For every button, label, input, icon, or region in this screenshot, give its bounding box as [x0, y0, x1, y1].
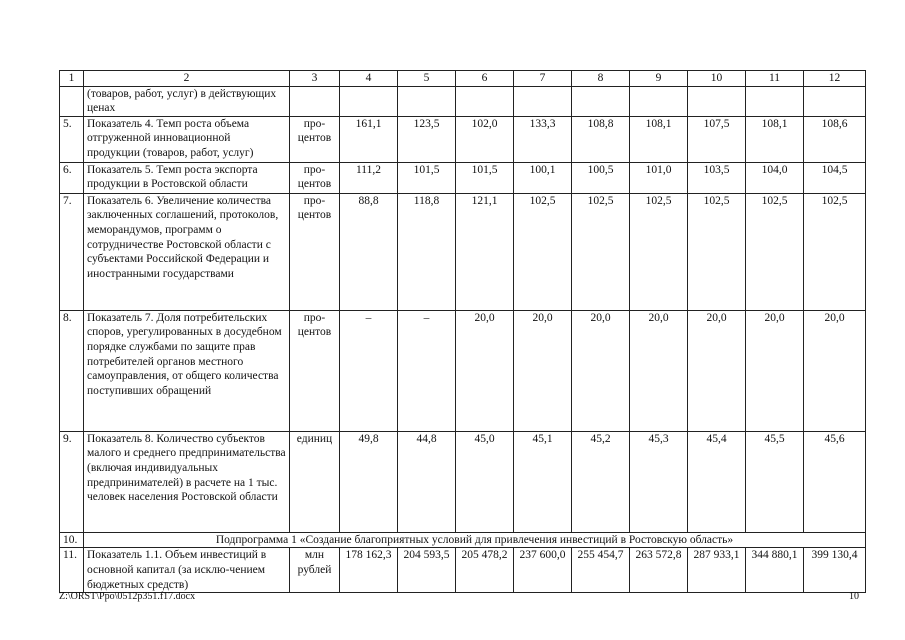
- value-cell: 102,5: [572, 193, 630, 310]
- unit: про-центов: [290, 193, 340, 310]
- value-cell: [514, 86, 572, 116]
- indicator-name: Показатель 5. Темп роста экспорта продукции в Ростовской области: [84, 162, 290, 193]
- table-row: [60, 162, 866, 193]
- value-cell: 20,0: [746, 310, 804, 431]
- value-cell: 101,0: [630, 162, 688, 193]
- value-cell: 118,8: [398, 193, 456, 310]
- value-cell: 45,1: [514, 431, 572, 532]
- value-cell: 255 454,7: [572, 548, 630, 593]
- col-num: 12: [804, 71, 866, 87]
- unit: про-центов: [290, 162, 340, 193]
- page-number: 10: [849, 591, 859, 602]
- value-cell: [746, 86, 804, 116]
- value-cell: 45,6: [804, 431, 866, 532]
- value-cell: 49,8: [340, 431, 398, 532]
- value-cell: 45,0: [456, 431, 514, 532]
- unit: про-центов: [290, 116, 340, 162]
- value-cell: 20,0: [572, 310, 630, 431]
- value-cell: 123,5: [398, 116, 456, 162]
- value-cell: 102,5: [804, 193, 866, 310]
- unit: про-центов: [290, 310, 340, 431]
- value-cell: 178 162,3: [340, 548, 398, 593]
- value-cell: 103,5: [688, 162, 746, 193]
- unit: единиц: [290, 431, 340, 532]
- value-cell: 45,5: [746, 431, 804, 532]
- value-cell: 104,5: [804, 162, 866, 193]
- file-path: Z:\ORST\Ppo\0512p351.f17.docx: [59, 591, 196, 602]
- value-cell: 237 600,0: [514, 548, 572, 593]
- col-num: 11: [746, 71, 804, 87]
- indicator-name: Показатель 8. Количество субъектов малого и среднего предпринимательства (включая индивидуальных предпринимателей) в расчете на 1 тыс. человек населения Ростовской области: [84, 431, 290, 532]
- value-cell: 100,1: [514, 162, 572, 193]
- row-number: 7.: [60, 193, 84, 310]
- value-cell: 45,2: [572, 431, 630, 532]
- value-cell: 20,0: [456, 310, 514, 431]
- table-row: [60, 431, 866, 532]
- indicator-name: Показатель 4. Темп роста объема отгруженной инновационной продукции (товаров, работ, услуг): [84, 116, 290, 162]
- unit: [290, 86, 340, 116]
- value-cell: 102,5: [746, 193, 804, 310]
- value-cell: 108,1: [746, 116, 804, 162]
- value-cell: 204 593,5: [398, 548, 456, 593]
- value-cell: 108,8: [572, 116, 630, 162]
- unit: млн рублей: [290, 548, 340, 593]
- value-cell: 88,8: [340, 193, 398, 310]
- table-row: [60, 193, 866, 310]
- row-number: 11.: [60, 548, 84, 593]
- value-cell: 104,0: [746, 162, 804, 193]
- col-num: 10: [688, 71, 746, 87]
- value-cell: 344 880,1: [746, 548, 804, 593]
- value-cell: 287 933,1: [688, 548, 746, 593]
- value-cell: 20,0: [630, 310, 688, 431]
- value-cell: [340, 86, 398, 116]
- indicator-name: Показатель 1.1. Объем инвестиций в основной капитал (за исклю-чением бюджетных средств): [84, 548, 290, 593]
- value-cell: 108,6: [804, 116, 866, 162]
- value-cell: [572, 86, 630, 116]
- value-cell: 102,5: [630, 193, 688, 310]
- table-row: [60, 116, 866, 162]
- col-num: 1: [60, 71, 84, 87]
- subprogram-title: Подпрограмма 1 «Создание благоприятных условий для привлечения инвестиций в Ростовскую область»: [84, 532, 866, 548]
- table-row: [60, 86, 866, 116]
- row-number: 6.: [60, 162, 84, 193]
- value-cell: 133,3: [514, 116, 572, 162]
- value-cell: 45,3: [630, 431, 688, 532]
- col-num: 5: [398, 71, 456, 87]
- value-cell: 399 130,4: [804, 548, 866, 593]
- value-cell: 205 478,2: [456, 548, 514, 593]
- table-row: [60, 310, 866, 431]
- row-number: 9.: [60, 431, 84, 532]
- value-cell: 108,1: [630, 116, 688, 162]
- value-cell: 102,5: [514, 193, 572, 310]
- value-cell: 111,2: [340, 162, 398, 193]
- table-row: [60, 548, 866, 593]
- header-row: [60, 71, 866, 87]
- value-cell: [630, 86, 688, 116]
- value-cell: 121,1: [456, 193, 514, 310]
- row-number: 10.: [60, 532, 84, 548]
- value-cell: 101,5: [456, 162, 514, 193]
- value-cell: 45,4: [688, 431, 746, 532]
- indicator-name: (товаров, работ, услуг) в действующих ценах: [84, 86, 290, 116]
- row-number: [60, 86, 84, 116]
- value-cell: 44,8: [398, 431, 456, 532]
- value-cell: [398, 86, 456, 116]
- row-number: 5.: [60, 116, 84, 162]
- col-num: 4: [340, 71, 398, 87]
- indicator-name: Показатель 7. Доля потребительских споров, урегулированных в досудебном порядке службами по защите прав потребителей органов местного самоуправления, от общего количества поступивших обращений: [84, 310, 290, 431]
- col-num: 8: [572, 71, 630, 87]
- col-num: 7: [514, 71, 572, 87]
- value-cell: 20,0: [804, 310, 866, 431]
- value-cell: [688, 86, 746, 116]
- value-cell: [804, 86, 866, 116]
- subprogram-row: [60, 532, 866, 548]
- value-cell: 102,5: [688, 193, 746, 310]
- value-cell: 101,5: [398, 162, 456, 193]
- value-cell: 263 572,8: [630, 548, 688, 593]
- value-cell: 20,0: [688, 310, 746, 431]
- value-cell: –: [340, 310, 398, 431]
- col-num: 2: [84, 71, 290, 87]
- value-cell: –: [398, 310, 456, 431]
- indicators-table: [59, 70, 866, 593]
- value-cell: 102,0: [456, 116, 514, 162]
- value-cell: [456, 86, 514, 116]
- value-cell: 100,5: [572, 162, 630, 193]
- indicator-name: Показатель 6. Увеличение количества заключенных соглашений, протоколов, меморандумов, программ о сотрудничестве Ростовской области с субъектами Российской Федерации и иностранными государствами: [84, 193, 290, 310]
- row-number: 8.: [60, 310, 84, 431]
- col-num: 9: [630, 71, 688, 87]
- value-cell: 161,1: [340, 116, 398, 162]
- col-num: 6: [456, 71, 514, 87]
- value-cell: 107,5: [688, 116, 746, 162]
- value-cell: 20,0: [514, 310, 572, 431]
- col-num: 3: [290, 71, 340, 87]
